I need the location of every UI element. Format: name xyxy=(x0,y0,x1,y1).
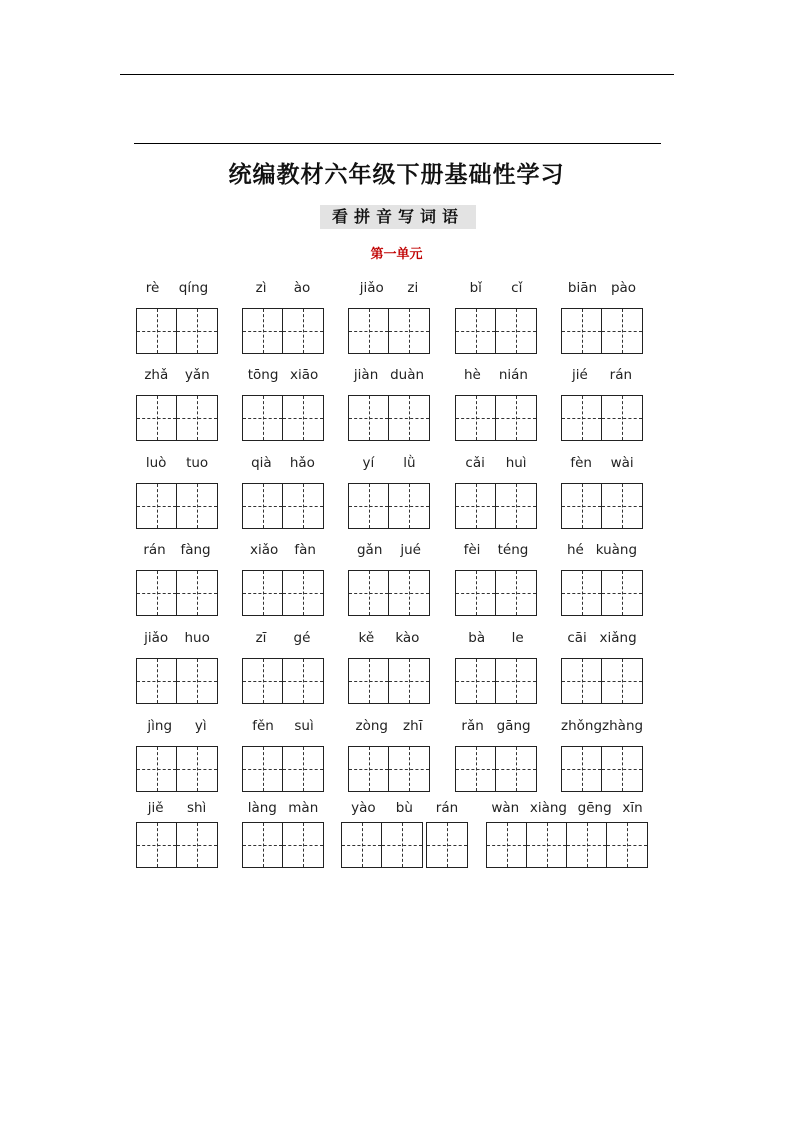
pinyin-syllable: hè xyxy=(463,367,481,383)
character-box[interactable] xyxy=(389,309,429,353)
pinyin-syllable: xiàng xyxy=(529,800,567,816)
word-item xyxy=(348,455,430,525)
word-item xyxy=(561,367,643,437)
pinyin-syllable: kào xyxy=(395,630,420,646)
character-box[interactable] xyxy=(349,309,389,353)
character-box[interactable] xyxy=(527,823,567,867)
writing-grid xyxy=(455,570,537,616)
writing-grid xyxy=(455,395,537,441)
writing-grid xyxy=(136,746,218,792)
word-item xyxy=(242,455,324,525)
character-box[interactable] xyxy=(243,659,283,703)
pinyin-syllable: xiǎo xyxy=(250,542,279,558)
section-subtitle: 看拼音写词语 xyxy=(320,205,476,229)
character-box[interactable] xyxy=(137,484,177,528)
pinyin-row xyxy=(242,800,324,816)
pinyin-row xyxy=(561,542,643,558)
character-box[interactable] xyxy=(456,484,496,528)
pinyin-row xyxy=(136,280,218,296)
character-box[interactable] xyxy=(349,396,389,440)
word-item xyxy=(426,800,468,870)
word-item xyxy=(561,455,643,525)
word-item xyxy=(348,367,430,437)
pinyin-syllable: fèn xyxy=(570,455,592,471)
writing-grid xyxy=(426,822,468,868)
pinyin-row xyxy=(348,718,430,734)
character-box[interactable] xyxy=(456,309,496,353)
pinyin-syllable: cāi xyxy=(567,630,587,646)
word-item xyxy=(561,280,643,350)
pinyin-syllable: zī xyxy=(255,630,267,646)
pinyin-syllable: zhī xyxy=(403,718,423,734)
character-box[interactable] xyxy=(496,396,536,440)
writing-grid xyxy=(242,822,324,868)
character-box[interactable] xyxy=(496,571,536,615)
writing-grid xyxy=(348,570,430,616)
character-box[interactable] xyxy=(389,571,429,615)
pinyin-syllable: bù xyxy=(395,800,413,816)
writing-grid xyxy=(348,308,430,354)
pinyin-syllable: gé xyxy=(293,630,311,646)
character-box[interactable] xyxy=(137,747,177,791)
writing-grid xyxy=(455,483,537,529)
page-title: 统编教材六年级下册基础性学习 xyxy=(228,162,565,188)
pinyin-syllable: zi xyxy=(407,280,419,296)
character-box[interactable] xyxy=(389,484,429,528)
character-box[interactable] xyxy=(427,823,467,867)
pinyin-syllable: ào xyxy=(293,280,311,296)
character-box[interactable] xyxy=(243,396,283,440)
pinyin-row xyxy=(426,800,468,816)
pinyin-syllable: huo xyxy=(184,630,210,646)
pinyin-syllable: cǎi xyxy=(465,455,485,471)
word-item xyxy=(561,630,643,700)
word-item xyxy=(455,630,537,700)
character-box[interactable] xyxy=(602,309,642,353)
pinyin-row xyxy=(348,280,430,296)
character-box[interactable] xyxy=(456,747,496,791)
character-box[interactable] xyxy=(607,823,647,867)
character-box[interactable] xyxy=(496,747,536,791)
pinyin-row xyxy=(136,367,218,383)
pinyin-syllable: shì xyxy=(186,800,207,816)
word-item xyxy=(348,542,430,612)
pinyin-syllable: jié xyxy=(571,367,588,383)
pinyin-syllable: zòng xyxy=(355,718,388,734)
pinyin-row xyxy=(561,367,643,383)
word-item xyxy=(455,455,537,525)
pinyin-syllable: cǐ xyxy=(511,280,523,296)
pinyin-syllable: bà xyxy=(468,630,486,646)
character-box[interactable] xyxy=(349,571,389,615)
character-box[interactable] xyxy=(177,823,217,867)
writing-grid xyxy=(561,570,643,616)
pinyin-syllable: bǐ xyxy=(469,280,482,296)
pinyin-row xyxy=(242,455,324,471)
character-box[interactable] xyxy=(342,823,382,867)
writing-grid xyxy=(486,822,648,868)
pinyin-row xyxy=(455,718,537,734)
word-item xyxy=(348,630,430,700)
word-item xyxy=(455,280,537,350)
pinyin-syllable: rán xyxy=(609,367,633,383)
character-box[interactable] xyxy=(602,484,642,528)
character-box[interactable] xyxy=(283,484,323,528)
pinyin-syllable: gǎn xyxy=(356,542,383,558)
pinyin-row xyxy=(341,800,423,816)
pinyin-row xyxy=(348,367,430,383)
word-item xyxy=(455,367,537,437)
character-box[interactable] xyxy=(349,659,389,703)
word-item xyxy=(136,718,218,788)
character-box[interactable] xyxy=(389,659,429,703)
word-item xyxy=(486,800,648,870)
word-item xyxy=(242,718,324,788)
character-box[interactable] xyxy=(562,396,602,440)
pinyin-row xyxy=(136,455,218,471)
character-box[interactable] xyxy=(487,823,527,867)
pinyin-syllable: fèi xyxy=(463,542,481,558)
pinyin-row xyxy=(455,455,537,471)
word-item xyxy=(348,280,430,350)
word-item xyxy=(561,542,643,612)
word-item xyxy=(242,630,324,700)
pinyin-syllable: le xyxy=(511,630,524,646)
pinyin-syllable: hé xyxy=(566,542,584,558)
title-rule xyxy=(134,143,661,144)
pinyin-row xyxy=(242,367,324,383)
pinyin-syllable: xīn xyxy=(622,800,643,816)
writing-grid xyxy=(348,395,430,441)
character-box[interactable] xyxy=(349,484,389,528)
word-item xyxy=(455,542,537,612)
pinyin-row xyxy=(242,280,324,296)
writing-grid xyxy=(136,395,218,441)
pinyin-row xyxy=(561,630,643,646)
word-item xyxy=(455,718,537,788)
character-box[interactable] xyxy=(389,396,429,440)
writing-grid xyxy=(242,395,324,441)
word-item xyxy=(341,800,423,870)
word-item xyxy=(242,367,324,437)
word-item xyxy=(136,542,218,612)
pinyin-row xyxy=(348,630,430,646)
pinyin-syllable: zhǎ xyxy=(144,367,169,383)
character-box[interactable] xyxy=(562,659,602,703)
character-box[interactable] xyxy=(283,571,323,615)
writing-grid xyxy=(561,395,643,441)
pinyin-syllable: tōng xyxy=(247,367,279,383)
pinyin-syllable: lǜ xyxy=(403,455,416,471)
character-box[interactable] xyxy=(602,659,642,703)
writing-grid xyxy=(242,483,324,529)
pinyin-syllable: fàng xyxy=(180,542,211,558)
pinyin-syllable: jìng xyxy=(147,718,173,734)
pinyin-syllable: qià xyxy=(251,455,272,471)
writing-grid xyxy=(242,746,324,792)
writing-grid xyxy=(341,822,423,868)
writing-grid xyxy=(561,483,643,529)
word-item xyxy=(136,800,218,870)
character-box[interactable] xyxy=(456,396,496,440)
pinyin-row xyxy=(486,800,648,816)
pinyin-syllable: yì xyxy=(194,718,207,734)
word-item xyxy=(136,630,218,700)
character-box[interactable] xyxy=(243,571,283,615)
pinyin-syllable: jué xyxy=(400,542,421,558)
pinyin-syllable: jiǎo xyxy=(144,630,169,646)
character-box[interactable] xyxy=(562,484,602,528)
pinyin-syllable: yǎn xyxy=(184,367,210,383)
character-box[interactable] xyxy=(602,571,642,615)
character-box[interactable] xyxy=(562,309,602,353)
pinyin-syllable: zì xyxy=(255,280,267,296)
character-box[interactable] xyxy=(137,309,177,353)
pinyin-row xyxy=(348,455,430,471)
pinyin-syllable: màn xyxy=(288,800,319,816)
pinyin-row xyxy=(242,542,324,558)
word-item xyxy=(561,718,643,788)
word-item xyxy=(242,280,324,350)
pinyin-row xyxy=(455,630,537,646)
character-box[interactable] xyxy=(137,823,177,867)
pinyin-syllable: duàn xyxy=(390,367,425,383)
unit-heading: 第一单元 xyxy=(370,247,423,262)
character-box[interactable] xyxy=(562,571,602,615)
word-item xyxy=(136,280,218,350)
pinyin-syllable: jiǎo xyxy=(359,280,384,296)
character-box[interactable] xyxy=(567,823,607,867)
character-box[interactable] xyxy=(283,396,323,440)
pinyin-row xyxy=(242,630,324,646)
writing-grid xyxy=(348,658,430,704)
character-box[interactable] xyxy=(283,823,323,867)
writing-grid xyxy=(136,822,218,868)
writing-grid xyxy=(561,746,643,792)
character-box[interactable] xyxy=(137,571,177,615)
character-box[interactable] xyxy=(496,659,536,703)
character-box[interactable] xyxy=(496,484,536,528)
character-box[interactable] xyxy=(137,396,177,440)
top-rule xyxy=(120,74,674,75)
pinyin-syllable: fěn xyxy=(252,718,274,734)
character-box[interactable] xyxy=(243,309,283,353)
pinyin-syllable: jiàn xyxy=(353,367,379,383)
pinyin-syllable: xiāo xyxy=(289,367,319,383)
pinyin-syllable: gēng xyxy=(577,800,612,816)
character-box[interactable] xyxy=(496,309,536,353)
character-box[interactable] xyxy=(177,484,217,528)
character-box[interactable] xyxy=(243,823,283,867)
pinyin-syllable: rǎn xyxy=(461,718,484,734)
character-box[interactable] xyxy=(349,747,389,791)
pinyin-syllable: yào xyxy=(351,800,376,816)
word-item xyxy=(242,542,324,612)
pinyin-row xyxy=(455,280,537,296)
pinyin-syllable: wài xyxy=(610,455,634,471)
pinyin-syllable: hǎo xyxy=(289,455,315,471)
writing-grid xyxy=(455,308,537,354)
writing-grid xyxy=(242,658,324,704)
character-box[interactable] xyxy=(177,396,217,440)
pinyin-syllable: gāng xyxy=(496,718,531,734)
writing-grid xyxy=(348,746,430,792)
pinyin-row xyxy=(136,800,218,816)
pinyin-syllable: kě xyxy=(358,630,375,646)
word-item xyxy=(242,800,324,870)
character-box[interactable] xyxy=(283,309,323,353)
pinyin-row xyxy=(242,718,324,734)
pinyin-syllable: rán xyxy=(435,800,459,816)
word-item xyxy=(348,718,430,788)
writing-grid xyxy=(455,658,537,704)
pinyin-row xyxy=(136,718,218,734)
writing-grid xyxy=(348,483,430,529)
character-box[interactable] xyxy=(243,747,283,791)
pinyin-syllable: fàn xyxy=(294,542,316,558)
pinyin-syllable: kuàng xyxy=(595,542,638,558)
pinyin-row xyxy=(561,718,643,734)
pinyin-syllable: rè xyxy=(145,280,160,296)
word-item xyxy=(136,367,218,437)
character-box[interactable] xyxy=(283,747,323,791)
pinyin-syllable: làng xyxy=(247,800,277,816)
pinyin-syllable: jiě xyxy=(147,800,164,816)
character-box[interactable] xyxy=(243,484,283,528)
pinyin-row xyxy=(455,367,537,383)
writing-grid xyxy=(242,570,324,616)
character-box[interactable] xyxy=(389,747,429,791)
character-box[interactable] xyxy=(177,571,217,615)
pinyin-syllable: qíng xyxy=(178,280,209,296)
pinyin-syllable: nián xyxy=(498,367,528,383)
character-box[interactable] xyxy=(602,747,642,791)
writing-grid xyxy=(455,746,537,792)
pinyin-row xyxy=(136,630,218,646)
pinyin-syllable: biān xyxy=(567,280,598,296)
character-box[interactable] xyxy=(382,823,422,867)
pinyin-row xyxy=(348,542,430,558)
writing-grid xyxy=(136,483,218,529)
pinyin-syllable: luò xyxy=(145,455,167,471)
writing-grid xyxy=(561,658,643,704)
pinyin-row xyxy=(455,542,537,558)
writing-grid xyxy=(561,308,643,354)
pinyin-syllable: suì xyxy=(294,718,314,734)
writing-grid xyxy=(136,658,218,704)
character-box[interactable] xyxy=(177,659,217,703)
pinyin-syllable: huì xyxy=(505,455,527,471)
character-box[interactable] xyxy=(137,659,177,703)
writing-grid xyxy=(136,570,218,616)
character-box[interactable] xyxy=(177,747,217,791)
pinyin-syllable: yí xyxy=(362,455,375,471)
pinyin-syllable: téng xyxy=(497,542,529,558)
pinyin-syllable: xiǎng xyxy=(599,630,637,646)
writing-grid xyxy=(242,308,324,354)
pinyin-syllable: wàn xyxy=(491,800,520,816)
pinyin-row xyxy=(136,542,218,558)
character-box[interactable] xyxy=(283,659,323,703)
character-box[interactable] xyxy=(602,396,642,440)
pinyin-row xyxy=(561,455,643,471)
pinyin-syllable: tuo xyxy=(186,455,209,471)
word-item xyxy=(136,455,218,525)
pinyin-row xyxy=(561,280,643,296)
pinyin-syllable: zhàng xyxy=(602,718,644,734)
character-box[interactable] xyxy=(177,309,217,353)
character-box[interactable] xyxy=(562,747,602,791)
pinyin-syllable: pào xyxy=(610,280,637,296)
character-box[interactable] xyxy=(456,659,496,703)
writing-grid xyxy=(136,308,218,354)
pinyin-syllable: rán xyxy=(143,542,166,558)
pinyin-syllable: zhǒng xyxy=(561,718,603,734)
character-box[interactable] xyxy=(456,571,496,615)
